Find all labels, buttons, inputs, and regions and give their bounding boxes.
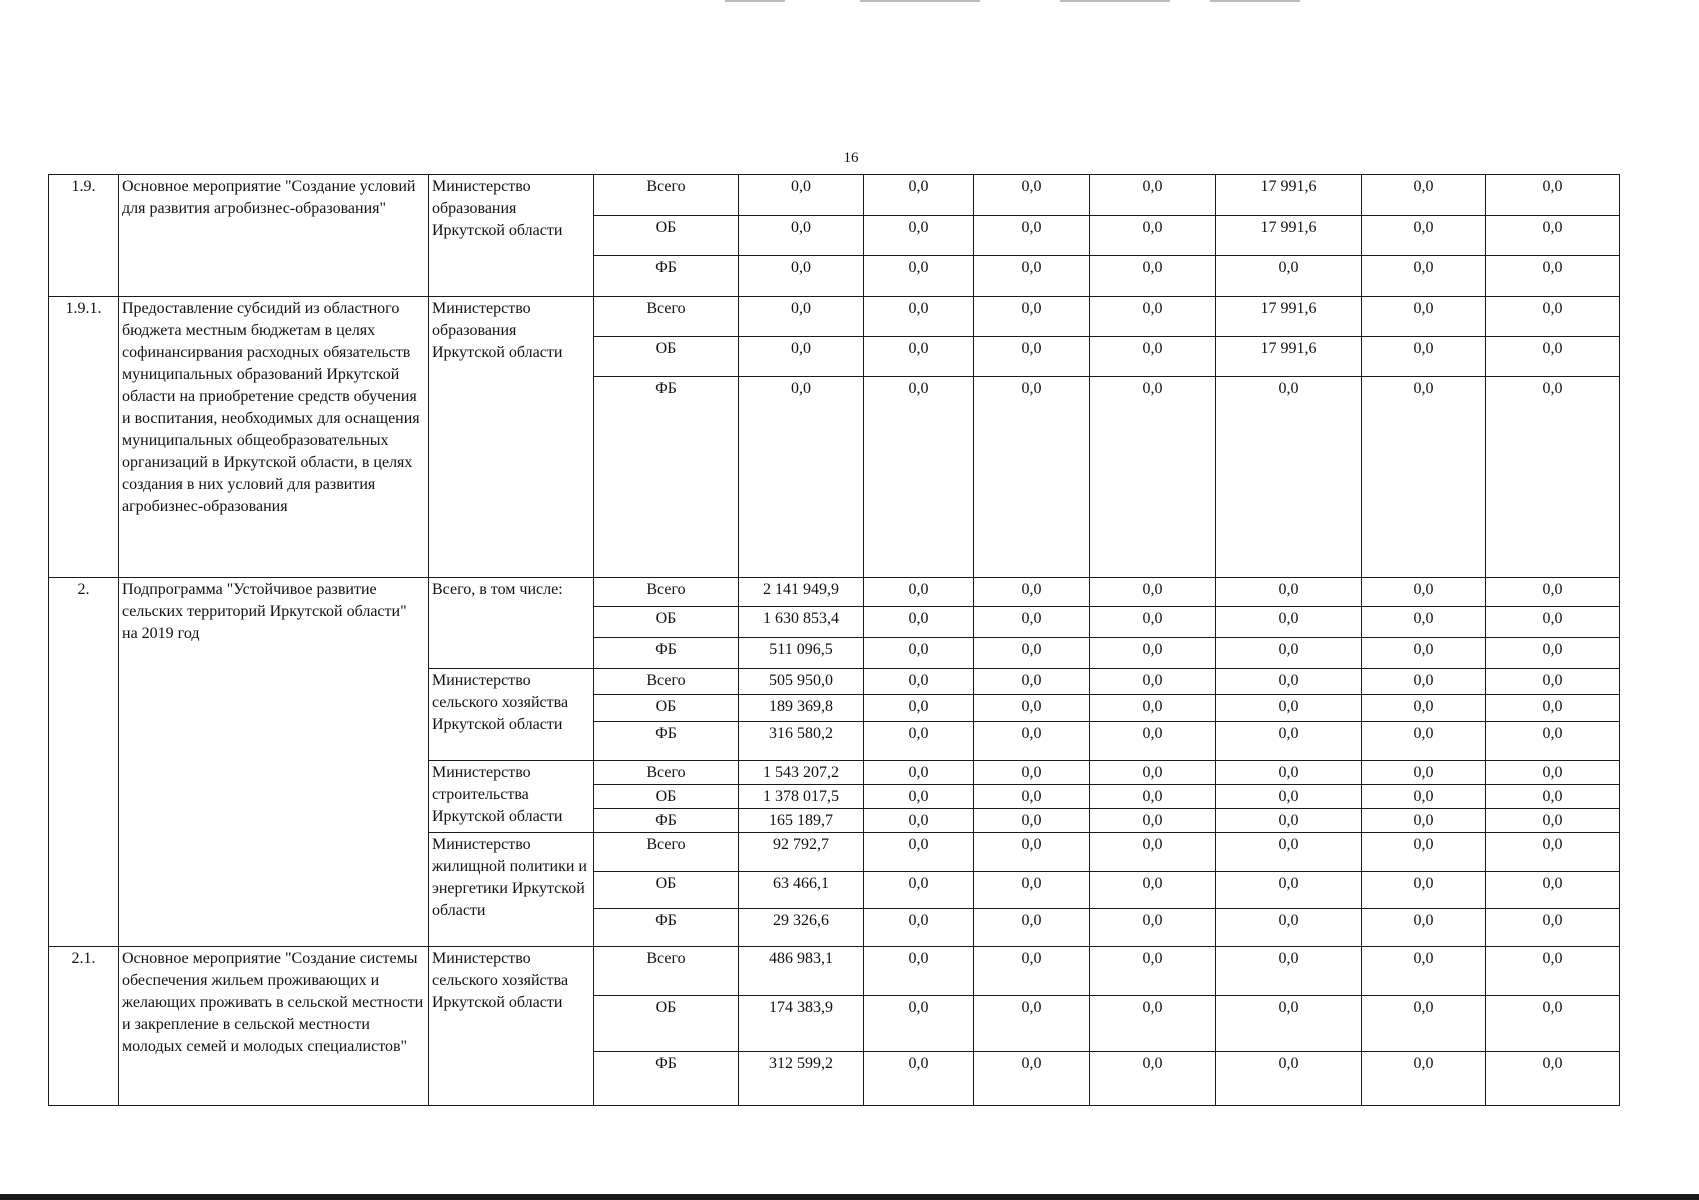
amount-cell: 0,0	[739, 377, 864, 578]
amount-cell: 0,0	[864, 833, 974, 872]
amount-cell: 0,0	[1486, 638, 1620, 669]
amount-cell: 0,0	[1362, 377, 1486, 578]
amount-cell: 0,0	[864, 669, 974, 695]
amount-cell: 0,0	[864, 947, 974, 996]
amount-cell: 0,0	[974, 638, 1090, 669]
amount-cell: 0,0	[1090, 947, 1216, 996]
executor-name: Министерство строительства Иркутской области	[429, 761, 594, 833]
amount-cell: 0,0	[1486, 578, 1620, 607]
amount-cell: 0,0	[739, 337, 864, 377]
amount-cell: 0,0	[1486, 377, 1620, 578]
amount-cell: 0,0	[864, 607, 974, 638]
item-number: 2.1.	[49, 947, 119, 1106]
funding-source: ФБ	[594, 809, 739, 833]
page-number: 16	[843, 150, 859, 166]
amount-cell: 63 466,1	[739, 872, 864, 909]
budget-table	[48, 174, 1620, 1106]
amount-cell: 511 096,5	[739, 638, 864, 669]
amount-cell: 0,0	[1090, 377, 1216, 578]
amount-cell: 0,0	[864, 175, 974, 216]
amount-cell: 0,0	[1090, 722, 1216, 761]
amount-cell: 0,0	[1216, 722, 1362, 761]
amount-cell: 0,0	[864, 872, 974, 909]
amount-cell: 0,0	[1216, 996, 1362, 1052]
funding-source: ОБ	[594, 337, 739, 377]
amount-cell: 0,0	[864, 297, 974, 337]
amount-cell: 1 543 207,2	[739, 761, 864, 785]
amount-cell: 0,0	[974, 578, 1090, 607]
scan-artifact	[1210, 0, 1300, 2]
amount-cell: 0,0	[1216, 761, 1362, 785]
funding-source: Всего	[594, 833, 739, 872]
funding-source: Всего	[594, 947, 739, 996]
amount-cell: 0,0	[974, 175, 1090, 216]
amount-cell: 0,0	[1090, 297, 1216, 337]
amount-cell: 0,0	[739, 216, 864, 256]
amount-cell: 0,0	[1486, 256, 1620, 297]
funding-source: ОБ	[594, 996, 739, 1052]
amount-cell: 0,0	[974, 947, 1090, 996]
funding-source: ОБ	[594, 216, 739, 256]
amount-cell: 0,0	[1090, 809, 1216, 833]
scan-artifact	[725, 0, 785, 2]
funding-source: ФБ	[594, 377, 739, 578]
amount-cell: 0,0	[864, 695, 974, 722]
amount-cell: 0,0	[1362, 872, 1486, 909]
amount-cell: 0,0	[1362, 1052, 1486, 1106]
amount-cell: 0,0	[1090, 607, 1216, 638]
page-bottom-border	[0, 1194, 1699, 1200]
funding-source: ФБ	[594, 256, 739, 297]
funding-source: Всего	[594, 297, 739, 337]
funding-source: ФБ	[594, 722, 739, 761]
amount-cell: 0,0	[1362, 297, 1486, 337]
amount-cell: 17 991,6	[1216, 175, 1362, 216]
funding-source: ОБ	[594, 872, 739, 909]
amount-cell: 0,0	[1486, 607, 1620, 638]
amount-cell: 0,0	[1486, 909, 1620, 947]
amount-cell: 0,0	[974, 722, 1090, 761]
amount-cell: 0,0	[864, 909, 974, 947]
executor-name: Министерство образования Иркутской области	[429, 297, 594, 578]
amount-cell: 0,0	[1486, 809, 1620, 833]
amount-cell: 0,0	[1486, 669, 1620, 695]
amount-cell: 0,0	[1090, 833, 1216, 872]
amount-cell: 0,0	[1362, 761, 1486, 785]
amount-cell: 0,0	[1362, 216, 1486, 256]
amount-cell: 165 189,7	[739, 809, 864, 833]
amount-cell: 0,0	[1216, 669, 1362, 695]
item-name: Предоставление субсидий из областного бюджета местным бюджетам в целях софинансирвания расходных обязательств муниципальных образований Иркутской области на приобретение средств обучения и воспитания, необходимых для оснащения муниципальных общеобразовательных организаций в Иркутской области, в целях создания в них условий для развития агробизнес-образования	[119, 297, 429, 578]
amount-cell: 0,0	[1216, 695, 1362, 722]
amount-cell: 0,0	[1090, 337, 1216, 377]
amount-cell: 92 792,7	[739, 833, 864, 872]
executor-name: Министерство сельского хозяйства Иркутской области	[429, 947, 594, 1106]
amount-cell: 505 950,0	[739, 669, 864, 695]
table-row	[49, 297, 1620, 337]
amount-cell: 0,0	[864, 722, 974, 761]
amount-cell: 0,0	[974, 833, 1090, 872]
item-name: Основное мероприятие "Создание условий для развития агробизнес-образования"	[119, 175, 429, 297]
amount-cell: 0,0	[1362, 175, 1486, 216]
amount-cell: 0,0	[1362, 638, 1486, 669]
amount-cell: 17 991,6	[1216, 297, 1362, 337]
amount-cell: 0,0	[1216, 256, 1362, 297]
amount-cell: 0,0	[1090, 638, 1216, 669]
amount-cell: 189 369,8	[739, 695, 864, 722]
amount-cell: 0,0	[1362, 833, 1486, 872]
amount-cell: 0,0	[974, 909, 1090, 947]
amount-cell: 0,0	[1362, 909, 1486, 947]
amount-cell: 0,0	[1486, 833, 1620, 872]
amount-cell: 0,0	[739, 175, 864, 216]
amount-cell: 312 599,2	[739, 1052, 864, 1106]
amount-cell: 0,0	[1486, 872, 1620, 909]
amount-cell: 0,0	[974, 297, 1090, 337]
item-name: Основное мероприятие "Создание системы обеспечения жильем проживающих и желающих проживать в сельской местности и закрепление в сельской местности молодых семей и молодых специалистов"	[119, 947, 429, 1106]
amount-cell: 0,0	[974, 337, 1090, 377]
amount-cell: 29 326,6	[739, 909, 864, 947]
amount-cell: 0,0	[1090, 175, 1216, 216]
table-row	[49, 175, 1620, 216]
amount-cell: 0,0	[974, 607, 1090, 638]
scan-artifact	[1060, 0, 1170, 2]
amount-cell: 0,0	[864, 809, 974, 833]
amount-cell: 0,0	[1216, 638, 1362, 669]
amount-cell: 0,0	[864, 578, 974, 607]
amount-cell: 0,0	[864, 996, 974, 1052]
amount-cell: 0,0	[1486, 175, 1620, 216]
amount-cell: 0,0	[1486, 947, 1620, 996]
funding-source: ОБ	[594, 695, 739, 722]
amount-cell: 174 383,9	[739, 996, 864, 1052]
funding-source: Всего	[594, 175, 739, 216]
executor-name: Министерство жилищной политики и энергетики Иркутской области	[429, 833, 594, 947]
amount-cell: 0,0	[1486, 722, 1620, 761]
amount-cell: 0,0	[974, 809, 1090, 833]
amount-cell: 0,0	[864, 761, 974, 785]
amount-cell: 0,0	[1216, 833, 1362, 872]
amount-cell: 0,0	[1216, 872, 1362, 909]
amount-cell: 0,0	[1486, 337, 1620, 377]
executor-name: Всего, в том числе:	[429, 578, 594, 669]
amount-cell: 0,0	[974, 761, 1090, 785]
amount-cell: 0,0	[1216, 947, 1362, 996]
amount-cell: 0,0	[1216, 377, 1362, 578]
amount-cell: 0,0	[1486, 216, 1620, 256]
amount-cell: 0,0	[1362, 695, 1486, 722]
amount-cell: 1 378 017,5	[739, 785, 864, 809]
amount-cell: 17 991,6	[1216, 337, 1362, 377]
funding-source: ФБ	[594, 909, 739, 947]
amount-cell: 0,0	[1362, 337, 1486, 377]
funding-source: ОБ	[594, 785, 739, 809]
executor-name: Министерство образования Иркутской области	[429, 175, 594, 297]
amount-cell: 0,0	[864, 785, 974, 809]
amount-cell: 0,0	[1090, 785, 1216, 809]
amount-cell: 0,0	[864, 1052, 974, 1106]
amount-cell: 0,0	[1216, 809, 1362, 833]
funding-source: ФБ	[594, 1052, 739, 1106]
amount-cell: 0,0	[1216, 909, 1362, 947]
amount-cell: 0,0	[1362, 256, 1486, 297]
amount-cell: 0,0	[1090, 1052, 1216, 1106]
amount-cell: 0,0	[1362, 722, 1486, 761]
amount-cell: 0,0	[1362, 785, 1486, 809]
amount-cell: 0,0	[1090, 669, 1216, 695]
amount-cell: 0,0	[974, 669, 1090, 695]
amount-cell: 0,0	[1362, 669, 1486, 695]
amount-cell: 0,0	[1216, 607, 1362, 638]
amount-cell: 0,0	[1216, 578, 1362, 607]
amount-cell: 0,0	[1362, 809, 1486, 833]
amount-cell: 0,0	[864, 337, 974, 377]
funding-source: Всего	[594, 669, 739, 695]
amount-cell: 0,0	[1486, 297, 1620, 337]
amount-cell: 0,0	[974, 872, 1090, 909]
amount-cell: 0,0	[1090, 996, 1216, 1052]
amount-cell: 2 141 949,9	[739, 578, 864, 607]
amount-cell: 0,0	[864, 377, 974, 578]
amount-cell: 0,0	[1362, 607, 1486, 638]
amount-cell: 0,0	[864, 256, 974, 297]
amount-cell: 0,0	[739, 256, 864, 297]
funding-source: Всего	[594, 761, 739, 785]
table-row	[49, 947, 1620, 996]
amount-cell: 0,0	[1090, 761, 1216, 785]
amount-cell: 0,0	[1486, 761, 1620, 785]
item-number: 2.	[49, 578, 119, 947]
amount-cell: 316 580,2	[739, 722, 864, 761]
item-number: 1.9.1.	[49, 297, 119, 578]
amount-cell: 0,0	[1090, 216, 1216, 256]
amount-cell: 0,0	[974, 996, 1090, 1052]
amount-cell: 0,0	[1486, 996, 1620, 1052]
amount-cell: 0,0	[1216, 1052, 1362, 1106]
amount-cell: 0,0	[1090, 909, 1216, 947]
amount-cell: 0,0	[1486, 785, 1620, 809]
amount-cell: 0,0	[1362, 947, 1486, 996]
amount-cell: 0,0	[1362, 996, 1486, 1052]
amount-cell: 0,0	[974, 695, 1090, 722]
amount-cell: 0,0	[1090, 578, 1216, 607]
amount-cell: 0,0	[739, 297, 864, 337]
amount-cell: 0,0	[1216, 785, 1362, 809]
item-name: Подпрограмма "Устойчивое развитие сельских территорий Иркутской области" на 2019 год	[119, 578, 429, 947]
executor-name: Министерство сельского хозяйства Иркутской области	[429, 669, 594, 761]
amount-cell: 0,0	[864, 216, 974, 256]
amount-cell: 17 991,6	[1216, 216, 1362, 256]
table-row	[49, 578, 1620, 607]
funding-source: ОБ	[594, 607, 739, 638]
funding-source: Всего	[594, 578, 739, 607]
item-number: 1.9.	[49, 175, 119, 297]
amount-cell: 0,0	[974, 216, 1090, 256]
scan-artifact	[860, 0, 980, 2]
amount-cell: 486 983,1	[739, 947, 864, 996]
amount-cell: 0,0	[1090, 872, 1216, 909]
amount-cell: 0,0	[1486, 1052, 1620, 1106]
amount-cell: 0,0	[1090, 256, 1216, 297]
amount-cell: 1 630 853,4	[739, 607, 864, 638]
amount-cell: 0,0	[974, 377, 1090, 578]
amount-cell: 0,0	[1486, 695, 1620, 722]
funding-source: ФБ	[594, 638, 739, 669]
amount-cell: 0,0	[1362, 578, 1486, 607]
amount-cell: 0,0	[974, 256, 1090, 297]
amount-cell: 0,0	[974, 785, 1090, 809]
amount-cell: 0,0	[1090, 695, 1216, 722]
amount-cell: 0,0	[974, 1052, 1090, 1106]
amount-cell: 0,0	[864, 638, 974, 669]
